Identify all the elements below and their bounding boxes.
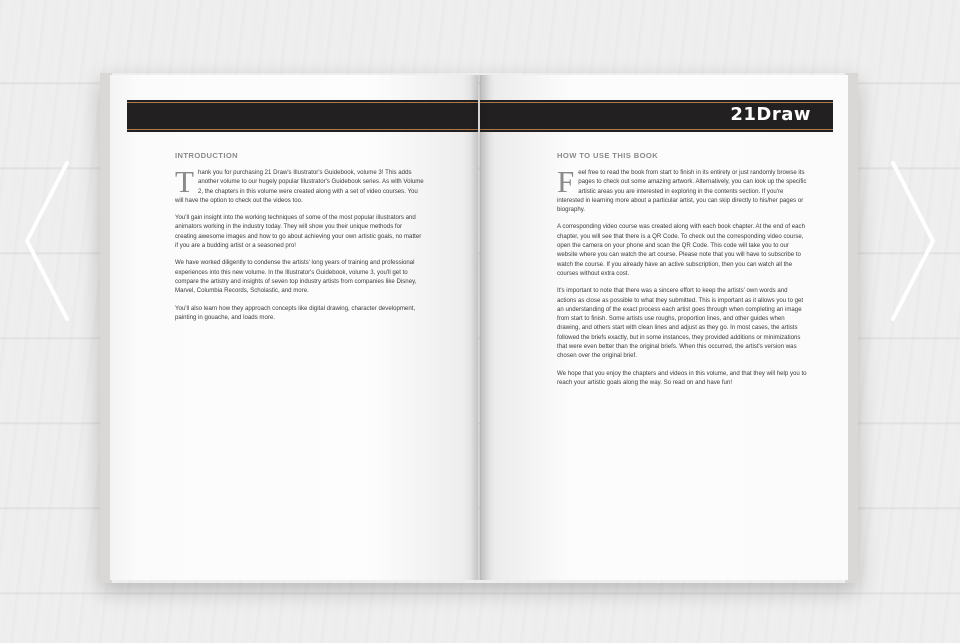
body-text xyxy=(557,164,807,395)
paragraph xyxy=(175,164,425,205)
paragraph: You'll gain insight into the working techniques of some of the most popular illustrators and animators working in the industry today. They will show you their unique methods for creating awesome images and how to go about achieving your own artistic goals, no matter if you are a budding artist or a seasoned pro! xyxy=(175,214,422,250)
right-header-bar xyxy=(480,100,833,132)
left-header-bar xyxy=(127,100,478,132)
right-page xyxy=(480,75,848,580)
book-spine xyxy=(470,75,490,580)
paragraph: A corresponding video course was created along with each book chapter. At the end of each chapter, you will see that there is a QR Code. To check out the corresponding video course, open the camera on your phone and scan the QR Code. This code will take you to our website where you can watch the art course. Please note that you will have to subscribe to watch the course. If you already have an active subscription, then you can watch all the courses without extra cost. xyxy=(557,223,805,277)
paragraph: We have worked diligently to condense the artists' long years of training and professional experiences into this new volume. In the Illustrator's Guidebook, volume 3, you'll get to compare the artistry and insights of seven top industry artists from companies like Disney, Marvel, Columbia Records, Scholastic, and more. xyxy=(175,259,417,295)
chevron-right-icon xyxy=(888,160,938,322)
paragraph: We hope that you enjoy the chapters and videos in this volume, and that they will help you to reach your artistic goals along the way. So read on and have fun! xyxy=(557,369,807,386)
paragraph: You'll also learn how they approach concepts like digital drawing, character development, painting in gouache, and loads more. xyxy=(175,304,416,321)
brand-logo: 21Draw xyxy=(730,104,811,125)
section-title: HOW TO USE THIS BOOK xyxy=(557,151,659,160)
next-button[interactable] xyxy=(888,160,938,322)
dropcap: F xyxy=(557,164,575,199)
paragraph-text: eel free to read the book from start to finish in its entirety or just randomly browse its pages to check out some amazing artwork. Alternatively, you can look up the specific artistic areas you are interested in exploring in the contents section. If you're interested in learning more about a particular artist, you can skip directly to his/her pages or biography. xyxy=(557,169,807,214)
paragraph xyxy=(557,164,807,214)
body-text xyxy=(175,164,425,330)
left-page xyxy=(110,75,478,580)
chevron-left-icon xyxy=(22,160,72,322)
previous-button[interactable] xyxy=(22,160,72,322)
section-title: INTRODUCTION xyxy=(175,151,239,160)
paragraph: It's important to note that there was a sincere effort to keep the artists' own words and actions as close as possible to what they submitted. This is important as it allows you to get an understanding of the exact process each artist goes through when completing an image from start to finish. Some artists use roughs, proportion lines, and other guides when drawing, and others start with clean lines and adjust as they go. In most cases, the artists followed the briefs exactly, but in some instances, they provided additions or minimizations that were even better than the original briefs. When this occurred, the artist's version was chosen over the original brief. xyxy=(557,287,804,360)
paragraph-text: hank you for purchasing 21 Draw's Illustrator's Guidebook, volume 3! This adds another volume to our hugely popular Illustrator's Guidebook series. As with Volume 2, the chapters in this volume were created along with a set of video courses. You will have the option to check out the videos too. xyxy=(175,169,424,204)
dropcap: T xyxy=(175,164,194,199)
